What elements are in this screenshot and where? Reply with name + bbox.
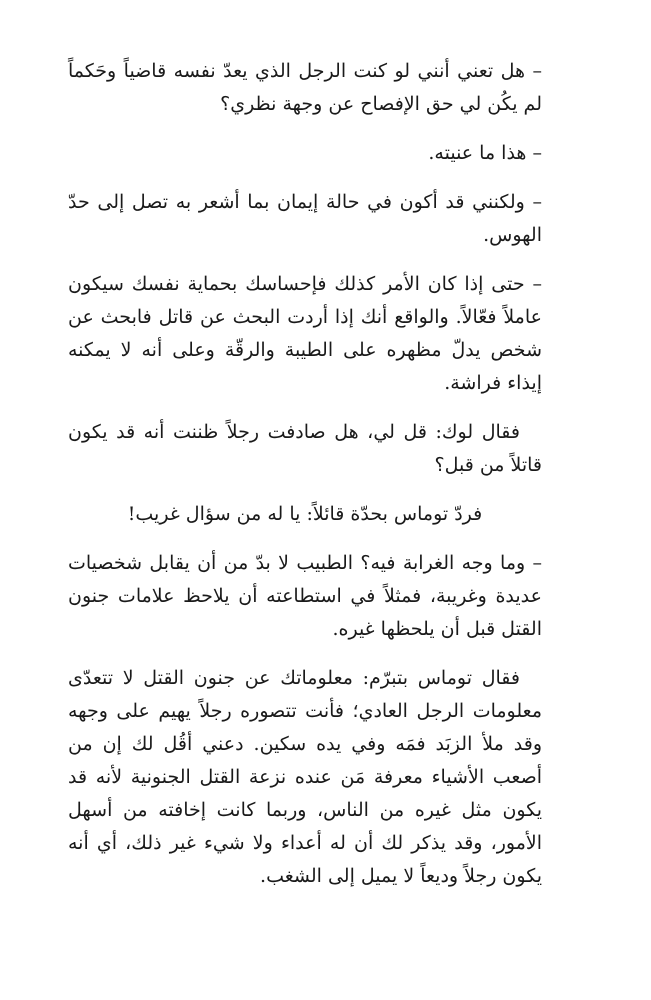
narration-paragraph-1: فقال لوك: قل لي، هل صادفت رجلاً ظننت أنه قد يكون قاتلاً من قبل؟ (68, 421, 542, 476)
dialogue-paragraph-3: – ولكنني قد أكون في حالة إيمان بما أشعر به تصل إلى حدّ الهوس. (68, 191, 542, 246)
narration-paragraph-2: فردّ توماس بحدّة قائلاً: يا له من سؤال غريب! (127, 503, 483, 525)
dialogue-paragraph-1: – هل تعني أنني لو كنت الرجل الذي يعدّ نفسه قاضياً وحَكماً لم يكُن لي حق الإفصاح عن وجهة نظري؟ (68, 60, 542, 115)
dialogue-paragraph-4: – حتى إذا كان الأمر كذلك فإحساسك بحماية نفسك سيكون عاملاً فعّالاً. والواقع أنك إذا أردت البحث عن قاتل فابحث عن شخص يدلّ مظهره على الطيبة والرقّة وعلى أنه لا يمكنه إيذاء فراشة. (68, 273, 542, 394)
narration-paragraph-3: فقال توماس بتبرّم: معلوماتك عن جنون القتل لا تتعدّى معلومات الرجل العادي؛ فأنت تتصوره رجلاً يهيم على وجهه وقد ملأ الزبَد فمَه وفي يده سكين. دعني أقُل لك إن من أصعب الأشياء معرفة مَن عنده نزعة القتل الجنونية لأنه قد يكون مثل غيره من الناس، وربما كانت إخافته من أسهل الأمور، وقد يذكر لك أن له أعداء ولا شيء غير ذلك، أي أنه يكون رجلاً وديعاً لا يميل إلى الشغب. (68, 667, 542, 887)
dialogue-paragraph-2: – هذا ما عنيته. (428, 142, 542, 164)
page-text (68, 55, 542, 909)
dialogue-paragraph-5: – وما وجه الغرابة فيه؟ الطبيب لا بدّ من أن يقابل شخصيات عديدة وغريبة، فمثلاً في استطاعته أن يلاحظ علامات جنون القتل قبل أن يلحظها غيره. (68, 552, 542, 640)
